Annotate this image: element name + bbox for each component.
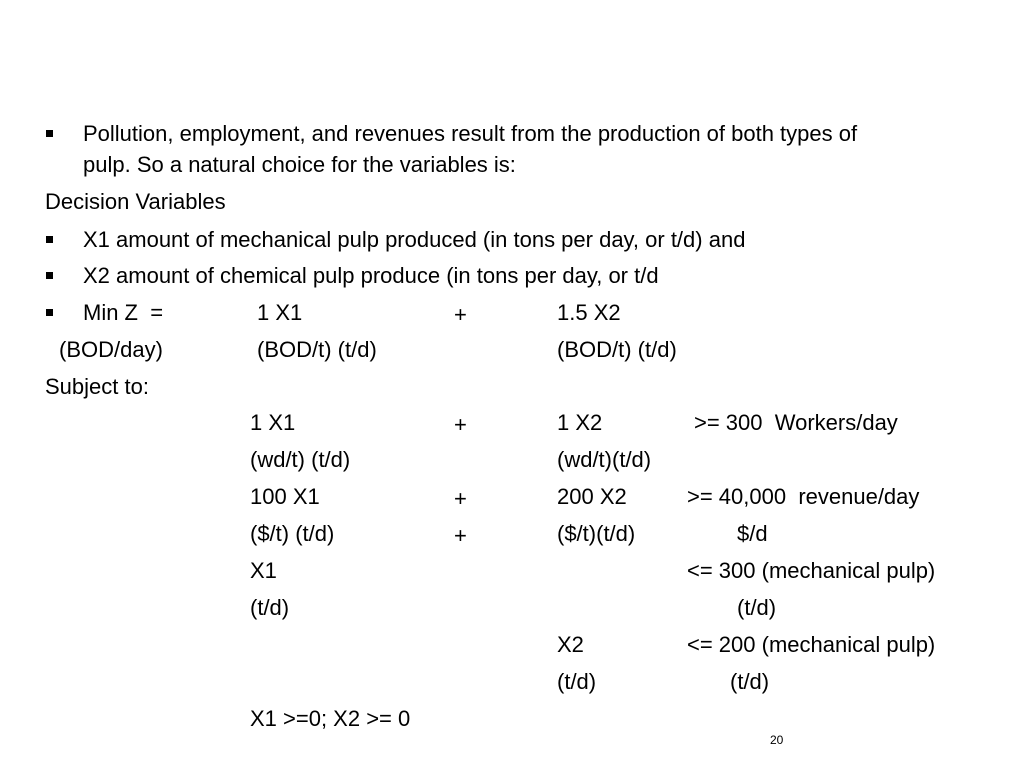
constraint3-rhs: <= 300 (mechanical pulp) xyxy=(687,558,936,583)
bullet-marker xyxy=(46,309,53,316)
page-number: 20 xyxy=(770,733,784,747)
objective-unit-x2: (BOD/t) (t/d) xyxy=(557,337,677,362)
constraint3-term-x1: X1 xyxy=(250,558,277,583)
constraint3-unit-x1: (t/d) xyxy=(250,595,290,620)
non-negativity-constraint: X1 >=0; X2 >= 0 xyxy=(250,706,411,731)
constraint4-unit-rhs: (t/d) xyxy=(730,669,770,694)
bullet-marker xyxy=(46,130,53,137)
objective-term-x2: 1.5 X2 xyxy=(557,300,621,325)
constraint4-rhs: <= 200 (mechanical pulp) xyxy=(687,632,936,657)
constraint1-term-x2: 1 X2 xyxy=(557,410,603,435)
constraint2-unit-plus: + xyxy=(454,523,467,548)
constraint2-unit-x2: ($/t)(t/d) xyxy=(557,521,636,546)
constraint1-rhs: >= 300 Workers/day xyxy=(694,410,898,435)
objective-term-x1: 1 X1 xyxy=(257,300,303,325)
intro-line-1: Pollution, employment, and revenues result from the production of both types of xyxy=(83,121,858,146)
constraint2-unit-x1: ($/t) (t/d) xyxy=(250,521,335,546)
constraint2-unit-rhs: $/d xyxy=(737,521,768,546)
constraint4-term-x2: X2 xyxy=(557,632,584,657)
variable-x1-definition: X1 amount of mechanical pulp produced (in tons per day, or t/d) and xyxy=(83,227,746,252)
constraint2-rhs: >= 40,000 revenue/day xyxy=(687,484,920,509)
constraint1-unit-x1: (wd/t) (t/d) xyxy=(250,447,351,472)
constraint2-term-x1: 100 X1 xyxy=(250,484,320,509)
variable-x2-definition: X2 amount of chemical pulp produce (in tons per day, or t/d xyxy=(83,263,659,288)
constraint2-plus: + xyxy=(454,486,467,511)
constraint3-unit-rhs: (t/d) xyxy=(737,595,777,620)
subject-to-heading: Subject to: xyxy=(45,374,149,399)
decision-variables-heading: Decision Variables xyxy=(45,189,226,214)
intro-line-2: pulp. So a natural choice for the variables is: xyxy=(83,152,516,177)
objective-plus: + xyxy=(454,302,467,327)
bullet-marker xyxy=(46,236,53,243)
bullet-marker xyxy=(46,272,53,279)
objective-unit-lhs: (BOD/day) xyxy=(59,337,163,362)
constraint1-unit-x2: (wd/t)(t/d) xyxy=(557,447,652,472)
constraint2-term-x2: 200 X2 xyxy=(557,484,627,509)
objective-label: Min Z = xyxy=(83,300,164,325)
constraint1-term-x1: 1 X1 xyxy=(250,410,296,435)
constraint4-unit-x2: (t/d) xyxy=(557,669,597,694)
objective-unit-x1: (BOD/t) (t/d) xyxy=(257,337,377,362)
constraint1-plus: + xyxy=(454,412,467,437)
